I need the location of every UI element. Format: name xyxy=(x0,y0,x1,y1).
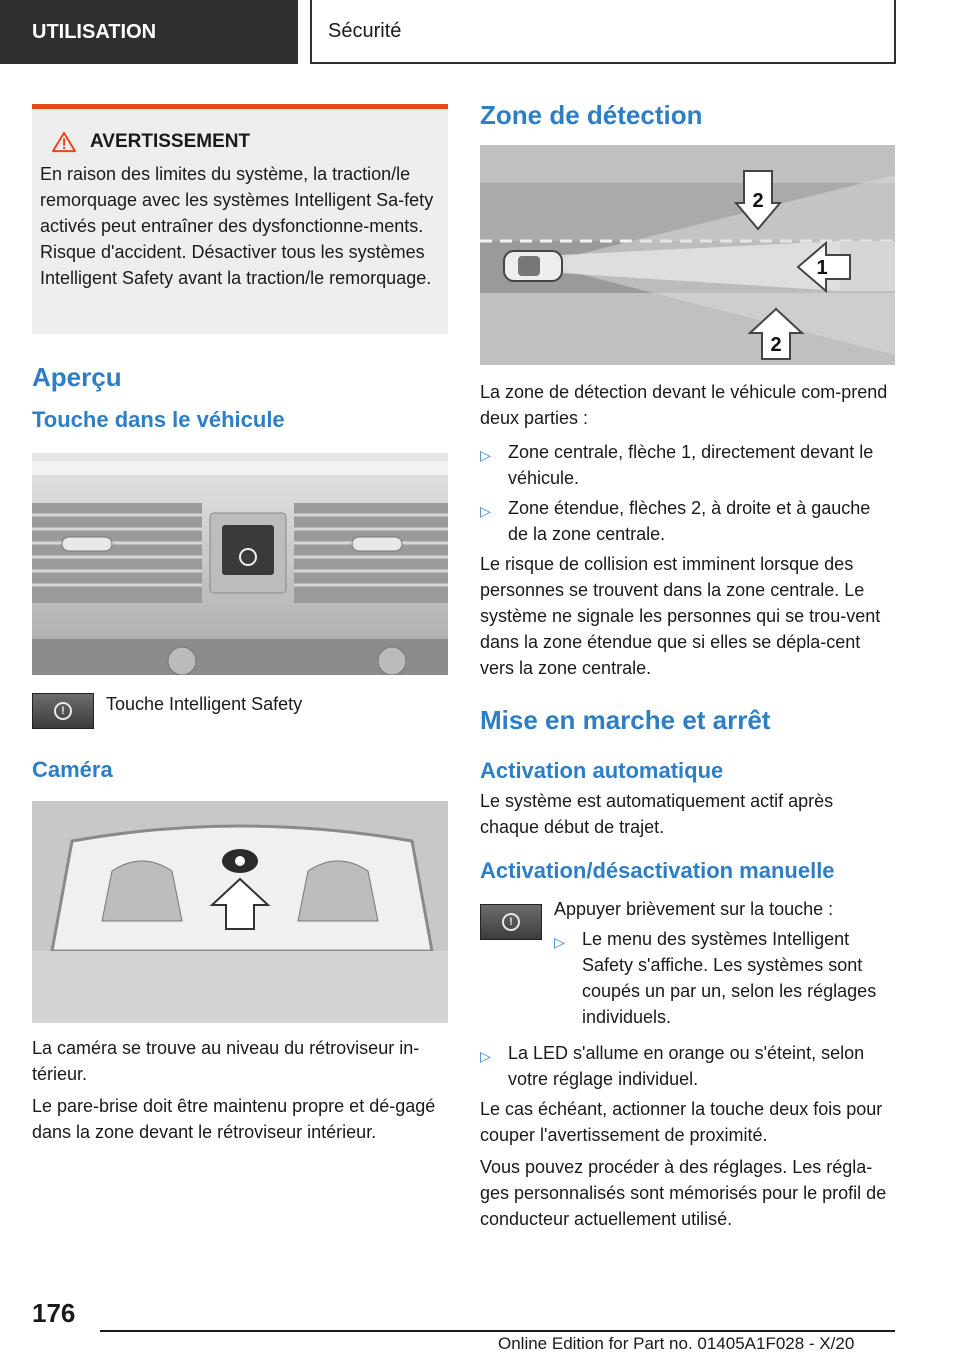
warning-box xyxy=(32,104,448,334)
onoff-text-2: Vous pouvez procéder à des réglages. Les régla-ges personnalisés sont mémorisés pour le profil de conducteur actuellement utilisé. xyxy=(480,1157,887,1229)
footer-edition: Online Edition for Part no. 01405A1F028 - X/20 xyxy=(498,1334,855,1353)
intelligent-safety-button-icon: ! xyxy=(32,693,94,729)
detection-title: Zone de détection xyxy=(480,100,703,130)
manual-sub-bullets xyxy=(554,926,895,1030)
intelligent-safety-button-icon: ! xyxy=(480,904,542,940)
onoff-title: Mise en marche et arrêt xyxy=(480,705,771,735)
warning-text: En raison des limites du système, la traction/le remorquage avec les systèmes Intelligent Sa-fety activés peut entraîner des dysfonctionne-ments. Risque d'accident. Désactiver tous les systèmes Intelligent Safety avant la traction/le remorquage. xyxy=(40,164,434,288)
page-number: 176 xyxy=(32,1298,76,1328)
header-section xyxy=(0,0,298,64)
right-column xyxy=(480,100,895,1232)
led-bullets xyxy=(480,1040,895,1092)
header-chapter-label: Sécurité xyxy=(328,19,402,42)
overview-title: Aperçu xyxy=(32,362,122,392)
bullet-triangle-icon: ▷ xyxy=(480,1048,491,1064)
arrow-2-top-label: 2 xyxy=(752,190,764,212)
detection-bullets xyxy=(480,439,895,547)
detection-zone-figure xyxy=(480,145,895,365)
dashboard-illustration xyxy=(32,453,448,675)
onoff-text-1: Le cas échéant, actionner la touche deux fois pour couper l'avertissement de proximité. xyxy=(480,1099,883,1145)
footer-rule xyxy=(100,1330,895,1332)
manual-instruction: Appuyer brièvement sur la touche : xyxy=(554,899,834,919)
manual-heading: Activation/désactivation manuelle xyxy=(480,858,835,883)
dashboard-button-figure xyxy=(32,453,448,675)
arrow-1-label: 1 xyxy=(816,257,828,279)
header-chapter xyxy=(310,0,896,64)
detection-zone-diagram xyxy=(480,145,895,365)
camera-text-1: La caméra se trouve au niveau du rétroviseur in-térieur. xyxy=(32,1038,420,1084)
button-heading: Touche dans le véhicule xyxy=(32,407,285,432)
bullet-triangle-icon: ▷ xyxy=(480,447,491,463)
auto-text: Le système est automatiquement actif après chaque début de trajet. xyxy=(480,791,834,837)
button-caption-row xyxy=(32,693,448,729)
list-item: ▷ Zone étendue, flèches 2, à droite et à gauche de la zone centrale. xyxy=(480,498,871,544)
camera-figure xyxy=(32,801,448,1023)
manual-row xyxy=(480,896,895,1034)
list-item: ▷ Le menu des systèmes Intelligent Safety s'affiche. Les systèmes sont coupés un par un, selon les réglages individuels. xyxy=(554,929,877,1027)
bullet-triangle-icon: ▷ xyxy=(480,503,491,519)
detection-text: Le risque de collision est imminent lorsque des personnes se trouvent dans la zone centrale. Le système ne signale les personnes qui se trou-vent dans la zone étendue que si elles se dépla-cent vers la zone centrale. xyxy=(480,554,881,678)
camera-text-2: Le pare-brise doit être maintenu propre et dé-gagé dans la zone devant le rétroviseur intérieur. xyxy=(32,1096,436,1142)
list-item: ▷ Zone centrale, flèche 1, directement devant le véhicule. xyxy=(480,442,874,488)
left-column xyxy=(32,104,448,1145)
warning-title: AVERTISSEMENT xyxy=(90,131,251,152)
auto-heading: Activation automatique xyxy=(480,758,724,783)
camera-heading: Caméra xyxy=(32,757,113,782)
detection-intro: La zone de détection devant le véhicule com-prend deux parties : xyxy=(480,382,888,428)
list-item: ▷ La LED s'allume en orange ou s'éteint, selon votre réglage individuel. xyxy=(480,1043,865,1089)
warning-triangle-icon xyxy=(50,131,78,153)
bullet-triangle-icon: ▷ xyxy=(554,934,565,950)
header-section-label: UTILISATION xyxy=(32,20,157,43)
warning-heading xyxy=(50,131,440,153)
button-caption: Touche Intelligent Safety xyxy=(106,694,303,714)
arrow-2-bottom-label: 2 xyxy=(770,334,782,356)
windshield-illustration xyxy=(32,801,448,1023)
